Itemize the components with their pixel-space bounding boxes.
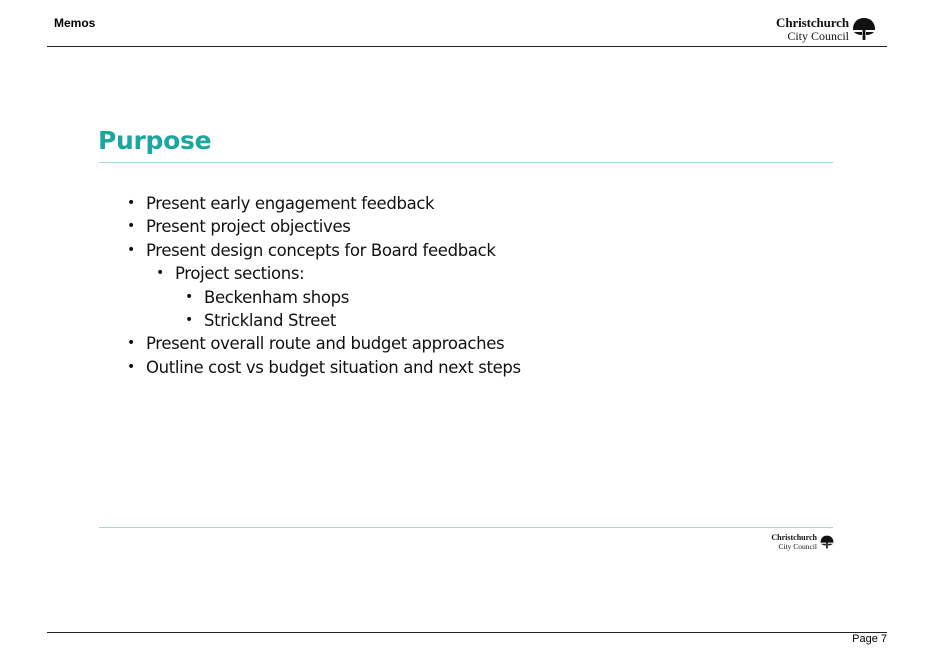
logo-line-1: Christchurch (776, 15, 849, 30)
page-number: Page 7 (852, 633, 887, 645)
bullet-item: • Present early engagement feedback (127, 192, 521, 215)
bullet-subsubitem: • Strickland Street (185, 309, 521, 332)
header-rule (47, 46, 887, 47)
bullet-item: • Present design concepts for Board feedback (127, 239, 521, 262)
bullet-item: • Present project objectives (127, 215, 521, 238)
bullet-item: • Present overall route and budget approaches (127, 332, 521, 355)
slide-footer-rule (99, 527, 833, 528)
christchurch-logo-icon (820, 535, 834, 549)
slide-logo-line-1: Christchurch (771, 533, 817, 542)
bullet-subsubitem: • Beckenham shops (185, 286, 521, 309)
council-logo (776, 16, 876, 42)
slide-council-logo (771, 534, 834, 551)
footer-rule (47, 632, 887, 633)
christchurch-logo-icon (852, 17, 876, 41)
title-underline (99, 162, 833, 163)
bullet-item: • Outline cost vs budget situation and next steps (127, 356, 521, 379)
slide-title: Purpose (98, 126, 212, 155)
logo-line-2: City Council (787, 29, 849, 43)
slide-logo-line-2: City Council (778, 542, 817, 551)
bullet-subitem: • Project sections: (156, 262, 521, 285)
document-section-label: Memos (54, 16, 96, 30)
bullet-list (127, 192, 521, 379)
